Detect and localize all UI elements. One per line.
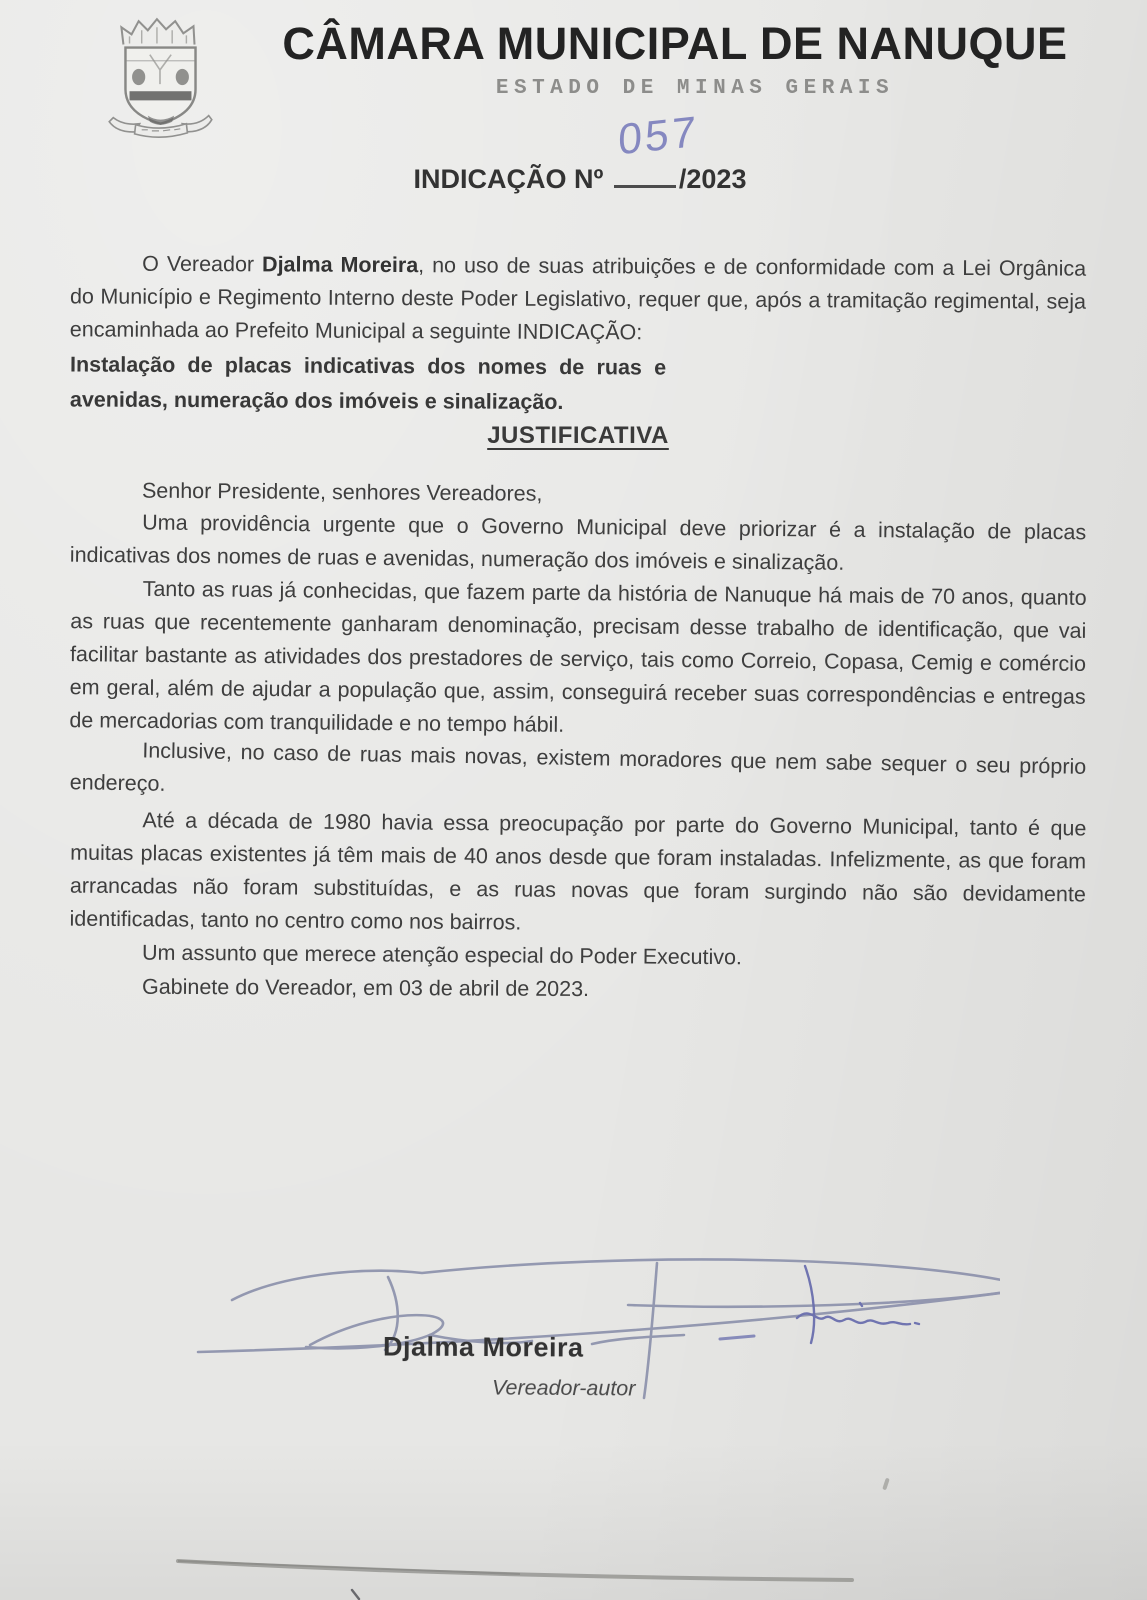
intro-text-after: , no uso de suas atribuições e de conformidade com a Lei Orgânica do Município e Regimento Interno deste Poder Legislativo, requer que, após a tramitação regimental, seja encaminhada ao Prefeito Municipal a seguinte INDICAÇÃO: bbox=[69, 253, 1087, 345]
page-edge-shadow bbox=[0, 1535, 1147, 1600]
intro-text-before: O Vereador bbox=[142, 251, 263, 277]
document-number-line bbox=[0, 164, 1147, 195]
salutation: Senhor Presidente, senhores Vereadores, bbox=[141, 478, 543, 506]
justification-paragraph-5: Um assunto que merece atenção especial do Poder Executivo. bbox=[141, 940, 743, 970]
closing-line: Gabinete do Vereador, em 03 de abril de 2023. bbox=[141, 974, 590, 1002]
document-title: CÂMARA MUNICIPAL DE NANUQUE bbox=[282, 18, 1068, 69]
justification-heading: JUSTIFICATIVA bbox=[487, 422, 669, 449]
document-number-suffix: /2023 bbox=[678, 164, 747, 194]
document-number-prefix: INDICAÇÃO Nº bbox=[413, 164, 604, 194]
coat-of-arms-icon bbox=[95, 10, 227, 142]
scan-scratch-mark bbox=[882, 1478, 890, 1491]
handwritten-number: 057 bbox=[617, 107, 699, 165]
justification-paragraph-3: Inclusive, no caso de ruas mais novas, existem moradores que nem sabe sequer o seu próprio endereço. bbox=[69, 738, 1087, 796]
justification-paragraph-2: Tanto as ruas já conhecidas, que fazem parte da história de Nanuque há mais de 70 anos, quanto as ruas que recentemente ganharam denominação, precisam desse trabalho de identificação, que vai facilitar bastante as atividades dos prestadores de serviço, tais como Correio, Copasa, Cemig e comércio em geral, além de ajudar a população que, assim, conseguirá receber suas correspondências e entregas de mercadorias com tranquilidade e no tempo hábil. bbox=[69, 576, 1087, 737]
justification-paragraph-4: Até a década de 1980 havia essa preocupação por parte do Governo Municipal, tanto é que muitas placas existentes já têm mais de 40 anos desde que foram instaladas. Infelizmente, as que foram arrancadas não foram substituídas, e as ruas novas que foram surgindo não são devidamente identificadas, tanto no centro como nos bairros. bbox=[69, 808, 1087, 935]
blank-underline bbox=[614, 181, 676, 188]
justification-paragraph-1: Uma providência urgente que o Governo Municipal deve priorizar é a instalação de placas indicativas dos nomes de ruas e avenidas, numeração dos imóveis e sinalização. bbox=[69, 510, 1087, 575]
intro-paragraph bbox=[70, 247, 1087, 351]
signer-role: Vereador-autor bbox=[491, 1375, 636, 1401]
signer-name: Djalma Moreira bbox=[382, 1331, 584, 1363]
author-name-inline: Djalma Moreira bbox=[262, 252, 419, 278]
document-body bbox=[70, 250, 1086, 1006]
document-subtitle: ESTADO DE MINAS GERAIS bbox=[495, 77, 895, 100]
subject-block: Instalação de placas indicativas dos nomes de ruas e avenidas, numeração dos imóveis e sinalização. bbox=[69, 352, 667, 415]
